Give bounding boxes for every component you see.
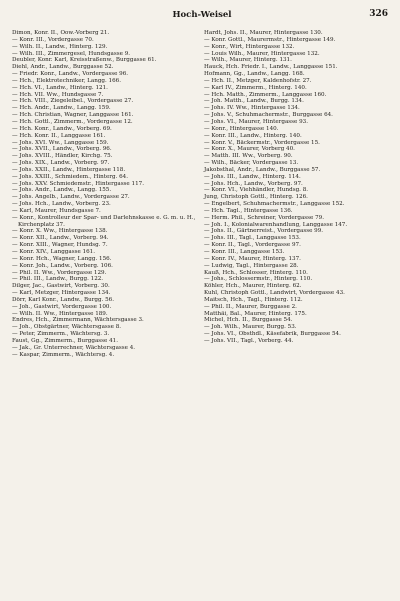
directory-entry: — Konr. X., Maurer, Vorberg 40. bbox=[204, 146, 295, 153]
directory-entry: Endres, Hch., Zimmermann, Wächtersgasse 3. bbox=[12, 317, 144, 324]
directory-entry: — Joh., Gastwirt, Vordergasse 100. bbox=[12, 303, 112, 310]
directory-entry: — Wilh., Maurer, Hinterg. 131. bbox=[204, 57, 292, 64]
directory-entry: — Louis Wilh., Maurer, Hintergasse 132. bbox=[204, 50, 320, 57]
directory-entry: — Konr. Hch., Wagner, Langg. 156. bbox=[12, 255, 112, 262]
directory-entry: — Hch. Tagl., Hintergasse 136. bbox=[204, 207, 293, 214]
directory-entry: — Johs. V., Schuhmachermstr., Burggasse 64. bbox=[204, 112, 333, 119]
directory-entry: Kuhl, Christoph Gottl., Landwirt, Vordergasse 43. bbox=[204, 290, 345, 297]
directory-entry: — Johs. Hch., Landw., Vorberg. 23. bbox=[12, 201, 111, 208]
page-number: 326 bbox=[369, 9, 388, 19]
directory-entry: — Karl, Metzger, Hintergasse 134. bbox=[12, 290, 111, 297]
directory-entry: — Konr. XIV., Langgasse 161. bbox=[12, 249, 96, 255]
directory-entry: — Johs. II., Gärtnerreist., Vordergasse 99. bbox=[204, 228, 324, 235]
directory-entry: — Konr. III., Langgasse 153. bbox=[204, 249, 285, 255]
directory-entry: — Wilh. II. Ww., Hintergasse 189. bbox=[12, 310, 108, 317]
directory-entry: Kauß, Hch., Schlosser, Hinterg. 110. bbox=[204, 269, 308, 276]
directory-entry: Diehl, Andr., Landw., Burggasse 52. bbox=[12, 64, 114, 71]
directory-entry: — Hch. Matth., Zimmerm., Langgasse 160. bbox=[204, 91, 327, 98]
directory-entry: — Joh. Wilh., Maurer, Burgg. 53. bbox=[204, 324, 297, 331]
directory-entry: — Konr. XII., Landw., Vorberg. 94. bbox=[12, 235, 109, 242]
directory-column-right bbox=[204, 30, 390, 359]
directory-entry: Köhler, Hch., Maurer, Hinterg. 62. bbox=[204, 283, 302, 290]
directory-entry: — Hch. Andr., Landw., Langg. 159. bbox=[12, 105, 111, 112]
directory-entry: — Friedr. Konr., Landw., Vordergasse 96. bbox=[12, 71, 129, 78]
directory-entry: — Konr. III., Landw., Hinterg. 140. bbox=[204, 132, 302, 139]
directory-entry: — Johs. VI., Obsthdl., Käsefabrik, Burggasse 54. bbox=[204, 331, 341, 338]
directory-entry: — Konr., Hintergasse 140. bbox=[204, 125, 279, 132]
directory-entry: — Hch. Gottl., Zimmerm., Vordergasse 12. bbox=[12, 118, 133, 125]
directory-entry: Deubler, Konr. Karl, Kreisstraßenw., Burggasse 61. bbox=[12, 57, 157, 64]
directory-entry: — Peter, Zimmerm., Wächtersg. 3. bbox=[12, 331, 110, 338]
directory-entry: — Johs. XXII., Landw., Hintergasse 118. bbox=[12, 166, 126, 173]
directory-entry: — Konr. X. Ww., Hintergasse 138. bbox=[12, 228, 108, 235]
directory-entry: — Konr. V., Bäckermstr., Vordergasse 15. bbox=[204, 139, 320, 146]
directory-entry: Dörr, Karl Konr., Landw., Burgg. 56. bbox=[12, 296, 114, 303]
directory-entry: Jung, Christoph Gottl., Hinterg. 126. bbox=[204, 194, 308, 201]
directory-entry: Dimon, Konr. II., Oow.-Vorberg 21. bbox=[12, 30, 110, 36]
directory-entry: Dilger, Jac., Gastwirt, Vorberg. 30. bbox=[12, 283, 110, 290]
directory-entry: — Johs. XXIII., Schmiedem., Hinterg. 64. bbox=[12, 173, 128, 180]
directory-entry: — Johs. XVI. Ww., Langgasse 159. bbox=[12, 139, 109, 146]
directory-entry: — Engelbert, Schuhmachermstr., Langgasse 152. bbox=[204, 201, 345, 208]
directory-entry: — Johs. Angelb., Landw., Vordergasse 27. bbox=[12, 194, 130, 201]
directory-entry: — Hch. VI., Landw., Hinterg. 121. bbox=[12, 84, 108, 91]
directory-entry: — Johs. III., Tagl., Langgasse 153. bbox=[204, 235, 301, 242]
directory-entry: — Konr. IV., Maurer, Hinterg. 137. bbox=[204, 255, 301, 262]
directory-entry: — Wilh. III., Zimmergesel, Hundsgasse 9. bbox=[12, 50, 131, 57]
directory-entry: — Hch., Elektrotechniker, Langg. 166. bbox=[12, 77, 122, 84]
directory-entry: — Konr., Wirt, Hintergasse 132. bbox=[204, 43, 295, 50]
directory-entry: — Johs. VII., Tagl., Vorberg. 44. bbox=[204, 337, 294, 344]
directory-columns bbox=[12, 30, 392, 359]
directory-entry: — Joh. Matth., Landw., Burgg. 134. bbox=[204, 98, 304, 105]
directory-entry: Maitsch, Hch., Tagl., Hinterg. 112. bbox=[204, 296, 303, 303]
directory-entry: — Johs. VI., Maurer, Hintergasse 93. bbox=[204, 118, 309, 125]
directory-entry: — Johs., Schlossermstr., Hinterg. 110. bbox=[204, 276, 313, 283]
directory-entry: Hardt, Johs. II., Maurer, Hintergasse 130. bbox=[204, 30, 323, 36]
directory-entry: — Phil. II., Maurer, Burggasse 2. bbox=[204, 303, 297, 310]
directory-entry: Hauck, Hch. Friedr. I., Landw., Langgasse 151. bbox=[204, 64, 338, 71]
directory-entry: — Joh., Obstgärtner, Wächtersgasse 8. bbox=[12, 324, 122, 331]
directory-entry: — Konr. VI., Viehhändler, Hundsg. 8. bbox=[204, 187, 309, 194]
directory-entry: Matthäi, Bal., Maurer, Hinterg. 175. bbox=[204, 310, 307, 317]
directory-entry: — Konr. III., Vordergasse 70. bbox=[12, 36, 94, 43]
directory-entry: — Herm. Phil., Schreiner, Vordergasse 79. bbox=[204, 214, 325, 221]
directory-entry: — Konr. Gottl., Maurermstr., Hintergasse 149. bbox=[204, 36, 336, 43]
directory-entry: — Karl IV., Zimmerm., Hinterg. 140. bbox=[204, 84, 307, 91]
directory-entry: — Hch. Konr. II., Langgasse 161. bbox=[12, 132, 106, 139]
directory-entry: — Johs. XXV. Schmiedemstr., Hintergasse 117. bbox=[12, 180, 144, 187]
directory-entry: — Hch. II., Metzger, Kaldenhofstr. 27. bbox=[204, 77, 312, 84]
directory-entry: — Konr., Kontrolleur der Spar- und Darlehnskasse e. G. m. u. H., Kirchenplatz 37. bbox=[12, 214, 196, 228]
directory-entry: — Hch. VIII., Ziegeleibel., Vordergasse 27. bbox=[12, 98, 134, 105]
directory-entry: — Jak., Gr. Unterrechner, Wächtersgasse 4. bbox=[12, 344, 136, 351]
directory-entry: — Karl, Maurer, Hundsgasse 7. bbox=[12, 207, 101, 214]
directory-entry: — Konr. Joh., Landw., Vorberg. 106. bbox=[12, 262, 113, 269]
directory-entry: — Konr. XIII., Wagner, Hundsg. 7. bbox=[12, 242, 108, 249]
directory-entry: — Johs. XIX., Landw., Vorberg. 97. bbox=[12, 160, 110, 167]
directory-entry: — Matth. III. Ww., Vorberg. 90. bbox=[204, 153, 293, 160]
page-header bbox=[12, 8, 392, 24]
directory-entry: — Johs. Andr., Landw., Langg. 155. bbox=[12, 187, 112, 194]
directory-entry: — Johs. IV. Ww., Hintergasse 134. bbox=[204, 105, 300, 112]
directory-entry: Faust, Gg., Zimmerm., Burggasse 41. bbox=[12, 337, 119, 344]
directory-entry: — Kaspar, Zimmerm., Wächtersg. 4. bbox=[12, 351, 115, 358]
directory-entry: — Joh. I., Kolonialwarenhandlung, Langgasse 147. bbox=[204, 221, 348, 228]
directory-entry: — Hch. VII. Ww., Hundsgasse 7. bbox=[12, 91, 104, 98]
directory-entry: — Hch. Christian, Wagner, Langgasse 161. bbox=[12, 112, 134, 119]
directory-entry: — Johs. Hch., Landw., Vorberg. 97. bbox=[204, 180, 303, 187]
directory-entry: Hofmann, Gg., Landw., Langg. 168. bbox=[204, 71, 305, 78]
directory-entry: — Wilh., Bäcker, Vordergasse 13. bbox=[204, 160, 299, 167]
directory-entry: Jakobsthal, Andr., Landw., Burggasse 57. bbox=[204, 166, 321, 173]
running-head: Hoch-Weisel bbox=[172, 10, 232, 20]
directory-entry: — Johs. XVIII., Händler, Kirchg. 75. bbox=[12, 153, 113, 160]
directory-entry: — Konr. II., Tagl., Vordergasse 97. bbox=[204, 242, 301, 249]
directory-entry: — Johs. III., Landw., Hinterg. 114. bbox=[204, 173, 301, 180]
directory-entry: — Phil. III., Landw., Burgg. 122. bbox=[12, 276, 104, 283]
directory-column-left bbox=[12, 30, 198, 359]
directory-entry: Michel, Hch. II., Burggasse 54. bbox=[204, 317, 293, 324]
directory-entry: — Johs. XVII., Landw., Vorberg. 96. bbox=[12, 146, 112, 153]
directory-entry: — Wilh. II., Landw., Hinterg. 129. bbox=[12, 43, 108, 50]
directory-entry: — Ludwig, Tagl., Hintergasse 28. bbox=[204, 262, 299, 269]
directory-entry: — Phil. II. Ww., Vordergasse 129. bbox=[12, 269, 107, 276]
directory-entry: — Hch. Konr., Landw., Vorberg. 69. bbox=[12, 125, 112, 132]
